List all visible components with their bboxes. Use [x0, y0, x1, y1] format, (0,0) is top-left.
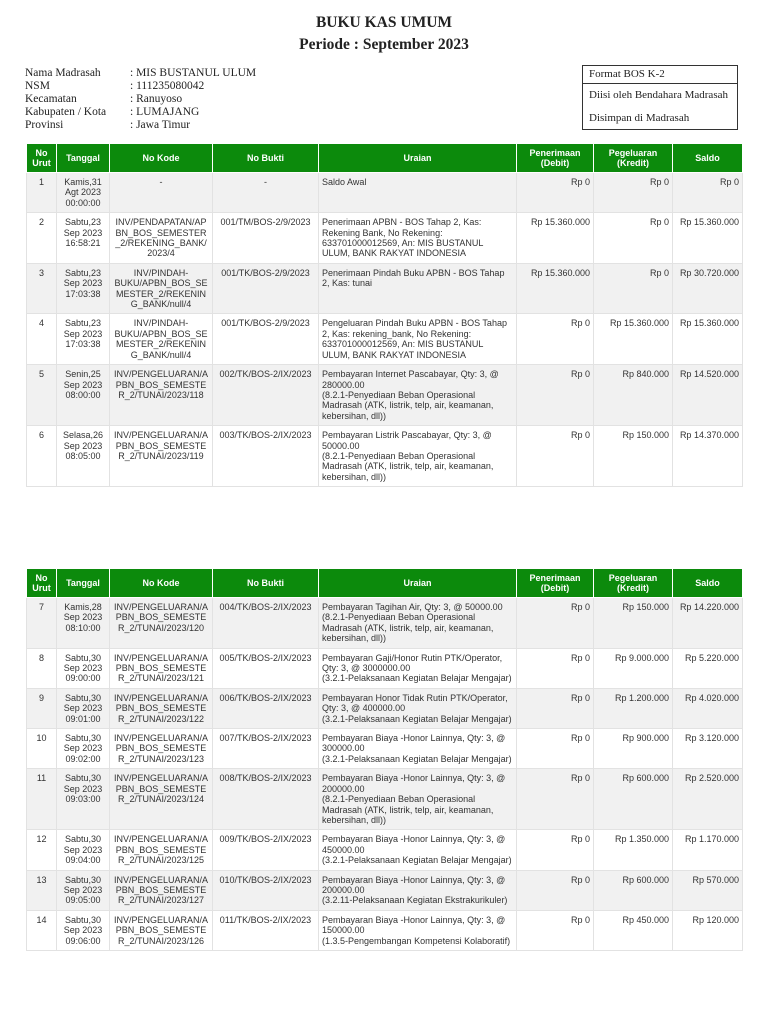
col-saldo-cell: Rp 3.120.000: [673, 729, 743, 769]
col-no-urut-cell: 6: [27, 426, 57, 487]
col-no-bukti-header: No Bukti: [213, 144, 319, 173]
col-no-kode-cell: INV/PENGELUARAN/APBN_BOS_SEMESTER_2/TUNAI/2023/119: [110, 426, 213, 487]
col-no-bukti-cell: 004/TK/BOS-2/IX/2023: [213, 598, 319, 649]
info-row: [25, 106, 256, 119]
col-penerimaan-cell: Rp 0: [517, 173, 594, 213]
col-tanggal-cell: Sabtu,30 Sep 2023 09:02:00: [57, 729, 110, 769]
col-uraian-cell: Pembayaran Internet Pascabayar, Qty: 3, @ 280000.00 (8.2.1-Penyediaan Beban Operasional Madrasah (ATK, listrik, telp, air, keamanan, kebersihan, dll)): [319, 365, 517, 426]
table-row: [27, 213, 743, 264]
col-tanggal-cell: Sabtu,23 Sep 2023 16:58:21: [57, 213, 110, 264]
col-no-bukti-cell: 006/TK/BOS-2/IX/2023: [213, 688, 319, 728]
col-uraian-cell: Pembayaran Listrik Pascabayar, Qty: 3, @ 50000.00 (8.2.1-Penyediaan Beban Operasional Madrasah (ATK, listrik, telp, air, keamanan, kebersihan, dll)): [319, 426, 517, 487]
col-tanggal-header: Tanggal: [57, 569, 110, 598]
col-pengeluaran-cell: Rp 1.200.000: [594, 688, 673, 728]
col-no-bukti-cell: 011/TK/BOS-2/IX/2023: [213, 910, 319, 950]
col-pengeluaran-header: Pegeluaran (Kredit): [594, 144, 673, 173]
col-tanggal-cell: Sabtu,30 Sep 2023 09:01:00: [57, 688, 110, 728]
table-row: [27, 314, 743, 365]
info-label: Provinsi: [25, 119, 64, 131]
col-uraian-cell: Pengeluaran Pindah Buku APBN - BOS Tahap 2, Kas: rekening_bank, No Rekening: 633701000012569, An: MIS BUSTANUL ULUM, BANK RAKYAT INDONESIA: [319, 314, 517, 365]
col-pengeluaran-cell: Rp 900.000: [594, 729, 673, 769]
table-row: [27, 173, 743, 213]
col-penerimaan-cell: Rp 0: [517, 688, 594, 728]
col-uraian-cell: Penerimaan APBN - BOS Tahap 2, Kas: Rekening Bank, No Rekening: 633701000012569, An: MIS BUSTANUL ULUM, BANK RAKYAT INDONESIA: [319, 213, 517, 264]
col-no-kode-cell: -: [110, 173, 213, 213]
col-pengeluaran-cell: Rp 9.000.000: [594, 648, 673, 688]
col-saldo-cell: Rp 570.000: [673, 870, 743, 910]
col-saldo-cell: Rp 5.220.000: [673, 648, 743, 688]
col-pengeluaran-header: Pegeluaran (Kredit): [594, 569, 673, 598]
table-row: [27, 769, 743, 830]
col-tanggal-header: Tanggal: [57, 144, 110, 173]
format-fill-note: Diisi oleh Bendahara Madrasah: [589, 89, 728, 101]
table-header-row: [27, 569, 743, 598]
info-value: : MIS BUSTANUL ULUM: [130, 67, 257, 79]
col-penerimaan-cell: Rp 0: [517, 426, 594, 487]
col-penerimaan-cell: Rp 0: [517, 648, 594, 688]
col-no-urut-cell: 11: [27, 769, 57, 830]
table-row: [27, 830, 743, 870]
col-tanggal-cell: Kamis,28 Sep 2023 08:10:00: [57, 598, 110, 649]
col-no-urut-cell: 8: [27, 648, 57, 688]
info-row: [25, 67, 256, 80]
col-pengeluaran-cell: Rp 15.360.000: [594, 314, 673, 365]
col-tanggal-cell: Sabtu,30 Sep 2023 09:00:00: [57, 648, 110, 688]
col-uraian-header: Uraian: [319, 569, 517, 598]
col-penerimaan-cell: Rp 0: [517, 729, 594, 769]
format-code: Format BOS K-2: [583, 66, 737, 84]
info-row: [25, 80, 256, 93]
info-label: Kabupaten / Kota: [25, 106, 107, 118]
col-pengeluaran-cell: Rp 0: [594, 263, 673, 314]
info-label: Kecamatan: [25, 93, 77, 105]
col-no-bukti-cell: 001/TK/BOS-2/9/2023: [213, 314, 319, 365]
col-no-kode-header: No Kode: [110, 144, 213, 173]
col-no-urut-cell: 5: [27, 365, 57, 426]
col-no-urut-cell: 9: [27, 688, 57, 728]
col-no-kode-cell: INV/PENGELUARAN/APBN_BOS_SEMESTER_2/TUNAI/2023/118: [110, 365, 213, 426]
col-uraian-cell: Pembayaran Biaya -Honor Lainnya, Qty: 3, @ 200000.00 (3.2.11-Pelaksanaan Kegiatan Ekstrakurikuler): [319, 870, 517, 910]
col-uraian-cell: Saldo Awal: [319, 173, 517, 213]
table-row: [27, 870, 743, 910]
table-row: [27, 688, 743, 728]
col-pengeluaran-cell: Rp 450.000: [594, 910, 673, 950]
info-row: [25, 119, 256, 132]
col-no-bukti-header: No Bukti: [213, 569, 319, 598]
col-no-kode-cell: INV/PINDAH-BUKU/APBN_BOS_SEMESTER_2/REKENING_BANK/null/4: [110, 263, 213, 314]
col-pengeluaran-cell: Rp 0: [594, 213, 673, 264]
col-saldo-cell: Rp 0: [673, 173, 743, 213]
table-header-row: [27, 144, 743, 173]
table-row: [27, 426, 743, 487]
col-saldo-cell: Rp 14.220.000: [673, 598, 743, 649]
info-label: NSM: [25, 80, 50, 92]
col-no-kode-cell: INV/PENGELUARAN/APBN_BOS_SEMESTER_2/TUNAI/2023/120: [110, 598, 213, 649]
col-no-kode-cell: INV/PENGELUARAN/APBN_BOS_SEMESTER_2/TUNAI/2023/122: [110, 688, 213, 728]
table-row: [27, 365, 743, 426]
col-no-urut-cell: 7: [27, 598, 57, 649]
col-no-bukti-cell: 001/TM/BOS-2/9/2023: [213, 213, 319, 264]
col-no-bukti-cell: 005/TK/BOS-2/IX/2023: [213, 648, 319, 688]
col-tanggal-cell: Senin,25 Sep 2023 08:00:00: [57, 365, 110, 426]
col-no-kode-header: No Kode: [110, 569, 213, 598]
period-text: Periode : September 2023: [299, 36, 469, 53]
col-saldo-cell: Rp 2.520.000: [673, 769, 743, 830]
col-no-kode-cell: INV/PENGELUARAN/APBN_BOS_SEMESTER_2/TUNAI/2023/121: [110, 648, 213, 688]
col-no-kode-cell: INV/PENGELUARAN/APBN_BOS_SEMESTER_2/TUNAI/2023/123: [110, 729, 213, 769]
col-penerimaan-cell: Rp 15.360.000: [517, 263, 594, 314]
table-row: [27, 598, 743, 649]
col-tanggal-cell: Sabtu,30 Sep 2023 09:05:00: [57, 870, 110, 910]
col-tanggal-cell: Sabtu,30 Sep 2023 09:04:00: [57, 830, 110, 870]
col-saldo-cell: Rp 15.360.000: [673, 213, 743, 264]
col-uraian-cell: Pembayaran Biaya -Honor Lainnya, Qty: 3, @ 200000.00 (8.2.1-Penyediaan Beban Operasional Madrasah (ATK, listrik, telp, air, keamanan, kebersihan, dll)): [319, 769, 517, 830]
col-pengeluaran-cell: Rp 150.000: [594, 426, 673, 487]
title-text: BUKU KAS UMUM: [315, 14, 453, 31]
col-saldo-cell: Rp 1.170.000: [673, 830, 743, 870]
col-pengeluaran-cell: Rp 600.000: [594, 870, 673, 910]
col-no-urut-cell: 14: [27, 910, 57, 950]
info-row: [25, 93, 256, 106]
col-no-kode-cell: INV/PENGELUARAN/APBN_BOS_SEMESTER_2/TUNAI/2023/127: [110, 870, 213, 910]
col-penerimaan-cell: Rp 0: [517, 910, 594, 950]
col-tanggal-cell: Sabtu,30 Sep 2023 09:06:00: [57, 910, 110, 950]
col-no-bukti-cell: 009/TK/BOS-2/IX/2023: [213, 830, 319, 870]
info-value: : 111235080042: [130, 80, 205, 92]
col-no-urut-cell: 3: [27, 263, 57, 314]
col-saldo-cell: Rp 14.370.000: [673, 426, 743, 487]
col-saldo-header: Saldo: [673, 569, 743, 598]
col-no-urut-header: No Urut: [27, 144, 57, 173]
report-title: [0, 12, 768, 56]
col-pengeluaran-cell: Rp 840.000: [594, 365, 673, 426]
col-saldo-cell: Rp 15.360.000: [673, 314, 743, 365]
cash-book-table-1: [26, 143, 743, 487]
col-no-bukti-cell: 007/TK/BOS-2/IX/2023: [213, 729, 319, 769]
col-no-urut-cell: 4: [27, 314, 57, 365]
col-uraian-cell: Pembayaran Honor Tidak Rutin PTK/Operator, Qty: 3, @ 400000.00 (3.2.1-Pelaksanaan Kegiatan Belajar Mengajar): [319, 688, 517, 728]
info-value: : Jawa Timur: [130, 119, 191, 131]
col-pengeluaran-cell: Rp 150.000: [594, 598, 673, 649]
col-pengeluaran-cell: Rp 1.350.000: [594, 830, 673, 870]
col-penerimaan-header: Penerimaan (Debit): [517, 569, 594, 598]
format-box: [582, 65, 738, 130]
col-penerimaan-cell: Rp 0: [517, 870, 594, 910]
col-uraian-header: Uraian: [319, 144, 517, 173]
format-storage-note: Disimpan di Madrasah: [589, 112, 690, 124]
col-no-urut-cell: 2: [27, 213, 57, 264]
col-no-bukti-cell: 010/TK/BOS-2/IX/2023: [213, 870, 319, 910]
info-value: : LUMAJANG: [130, 106, 200, 118]
col-no-bukti-cell: 003/TK/BOS-2/IX/2023: [213, 426, 319, 487]
col-uraian-cell: Pembayaran Biaya -Honor Lainnya, Qty: 3, @ 450000.00 (3.2.1-Pelaksanaan Kegiatan Belajar Mengajar): [319, 830, 517, 870]
table-row: [27, 648, 743, 688]
col-no-bukti-cell: 001/TK/BOS-2/9/2023: [213, 263, 319, 314]
info-label: Nama Madrasah: [25, 67, 101, 79]
col-no-urut-header: No Urut: [27, 569, 57, 598]
col-uraian-cell: Pembayaran Biaya -Honor Lainnya, Qty: 3, @ 300000.00 (3.2.1-Pelaksanaan Kegiatan Belajar Mengajar): [319, 729, 517, 769]
col-uraian-cell: Pembayaran Biaya -Honor Lainnya, Qty: 3, @ 150000.00 (1.3.5-Pengembangan Kompetensi Kolaboratif): [319, 910, 517, 950]
col-penerimaan-header: Penerimaan (Debit): [517, 144, 594, 173]
col-no-kode-cell: INV/PENGELUARAN/APBN_BOS_SEMESTER_2/TUNAI/2023/125: [110, 830, 213, 870]
col-uraian-cell: Pembayaran Gaji/Honor Rutin PTK/Operator, Qty: 3, @ 3000000.00 (3.2.1-Pelaksanaan Kegiatan Belajar Mengajar): [319, 648, 517, 688]
col-tanggal-cell: Kamis,31 Agt 2023 00:00:00: [57, 173, 110, 213]
col-no-kode-cell: INV/PENGELUARAN/APBN_BOS_SEMESTER_2/TUNAI/2023/126: [110, 910, 213, 950]
col-no-urut-cell: 10: [27, 729, 57, 769]
col-uraian-cell: Pembayaran Tagihan Air, Qty: 3, @ 50000.00 (8.2.1-Penyediaan Beban Operasional Madrasah (ATK, listrik, telp, air, keamanan, kebersihan, dll)): [319, 598, 517, 649]
table-body: [27, 598, 743, 951]
col-penerimaan-cell: Rp 0: [517, 598, 594, 649]
table-row: [27, 729, 743, 769]
col-penerimaan-cell: Rp 15.360.000: [517, 213, 594, 264]
col-pengeluaran-cell: Rp 600.000: [594, 769, 673, 830]
col-saldo-cell: Rp 30.720.000: [673, 263, 743, 314]
col-no-bukti-cell: 008/TK/BOS-2/IX/2023: [213, 769, 319, 830]
col-penerimaan-cell: Rp 0: [517, 769, 594, 830]
table-row: [27, 910, 743, 950]
col-no-kode-cell: INV/PINDAH-BUKU/APBN_BOS_SEMESTER_2/REKENING_BANK/null/4: [110, 314, 213, 365]
col-uraian-cell: Penerimaan Pindah Buku APBN - BOS Tahap 2, Kas: tunai: [319, 263, 517, 314]
col-saldo-cell: Rp 4.020.000: [673, 688, 743, 728]
col-no-kode-cell: INV/PENDAPATAN/APBN_BOS_SEMESTER_2/REKENING_BANK/2023/4: [110, 213, 213, 264]
col-no-bukti-cell: -: [213, 173, 319, 213]
col-tanggal-cell: Sabtu,23 Sep 2023 17:03:38: [57, 263, 110, 314]
col-no-urut-cell: 1: [27, 173, 57, 213]
col-no-urut-cell: 13: [27, 870, 57, 910]
col-saldo-cell: Rp 120.000: [673, 910, 743, 950]
col-tanggal-cell: Selasa,26 Sep 2023 08:05:00: [57, 426, 110, 487]
col-penerimaan-cell: Rp 0: [517, 830, 594, 870]
col-no-bukti-cell: 002/TK/BOS-2/IX/2023: [213, 365, 319, 426]
cash-book-table-2: [26, 568, 743, 951]
col-tanggal-cell: Sabtu,23 Sep 2023 17:03:38: [57, 314, 110, 365]
school-info: [25, 67, 256, 132]
col-saldo-header: Saldo: [673, 144, 743, 173]
col-penerimaan-cell: Rp 0: [517, 365, 594, 426]
col-tanggal-cell: Sabtu,30 Sep 2023 09:03:00: [57, 769, 110, 830]
col-no-urut-cell: 12: [27, 830, 57, 870]
info-value: : Ranuyoso: [130, 93, 183, 105]
col-pengeluaran-cell: Rp 0: [594, 173, 673, 213]
col-no-kode-cell: INV/PENGELUARAN/APBN_BOS_SEMESTER_2/TUNAI/2023/124: [110, 769, 213, 830]
col-penerimaan-cell: Rp 0: [517, 314, 594, 365]
table-body: [27, 173, 743, 487]
col-saldo-cell: Rp 14.520.000: [673, 365, 743, 426]
table-row: [27, 263, 743, 314]
